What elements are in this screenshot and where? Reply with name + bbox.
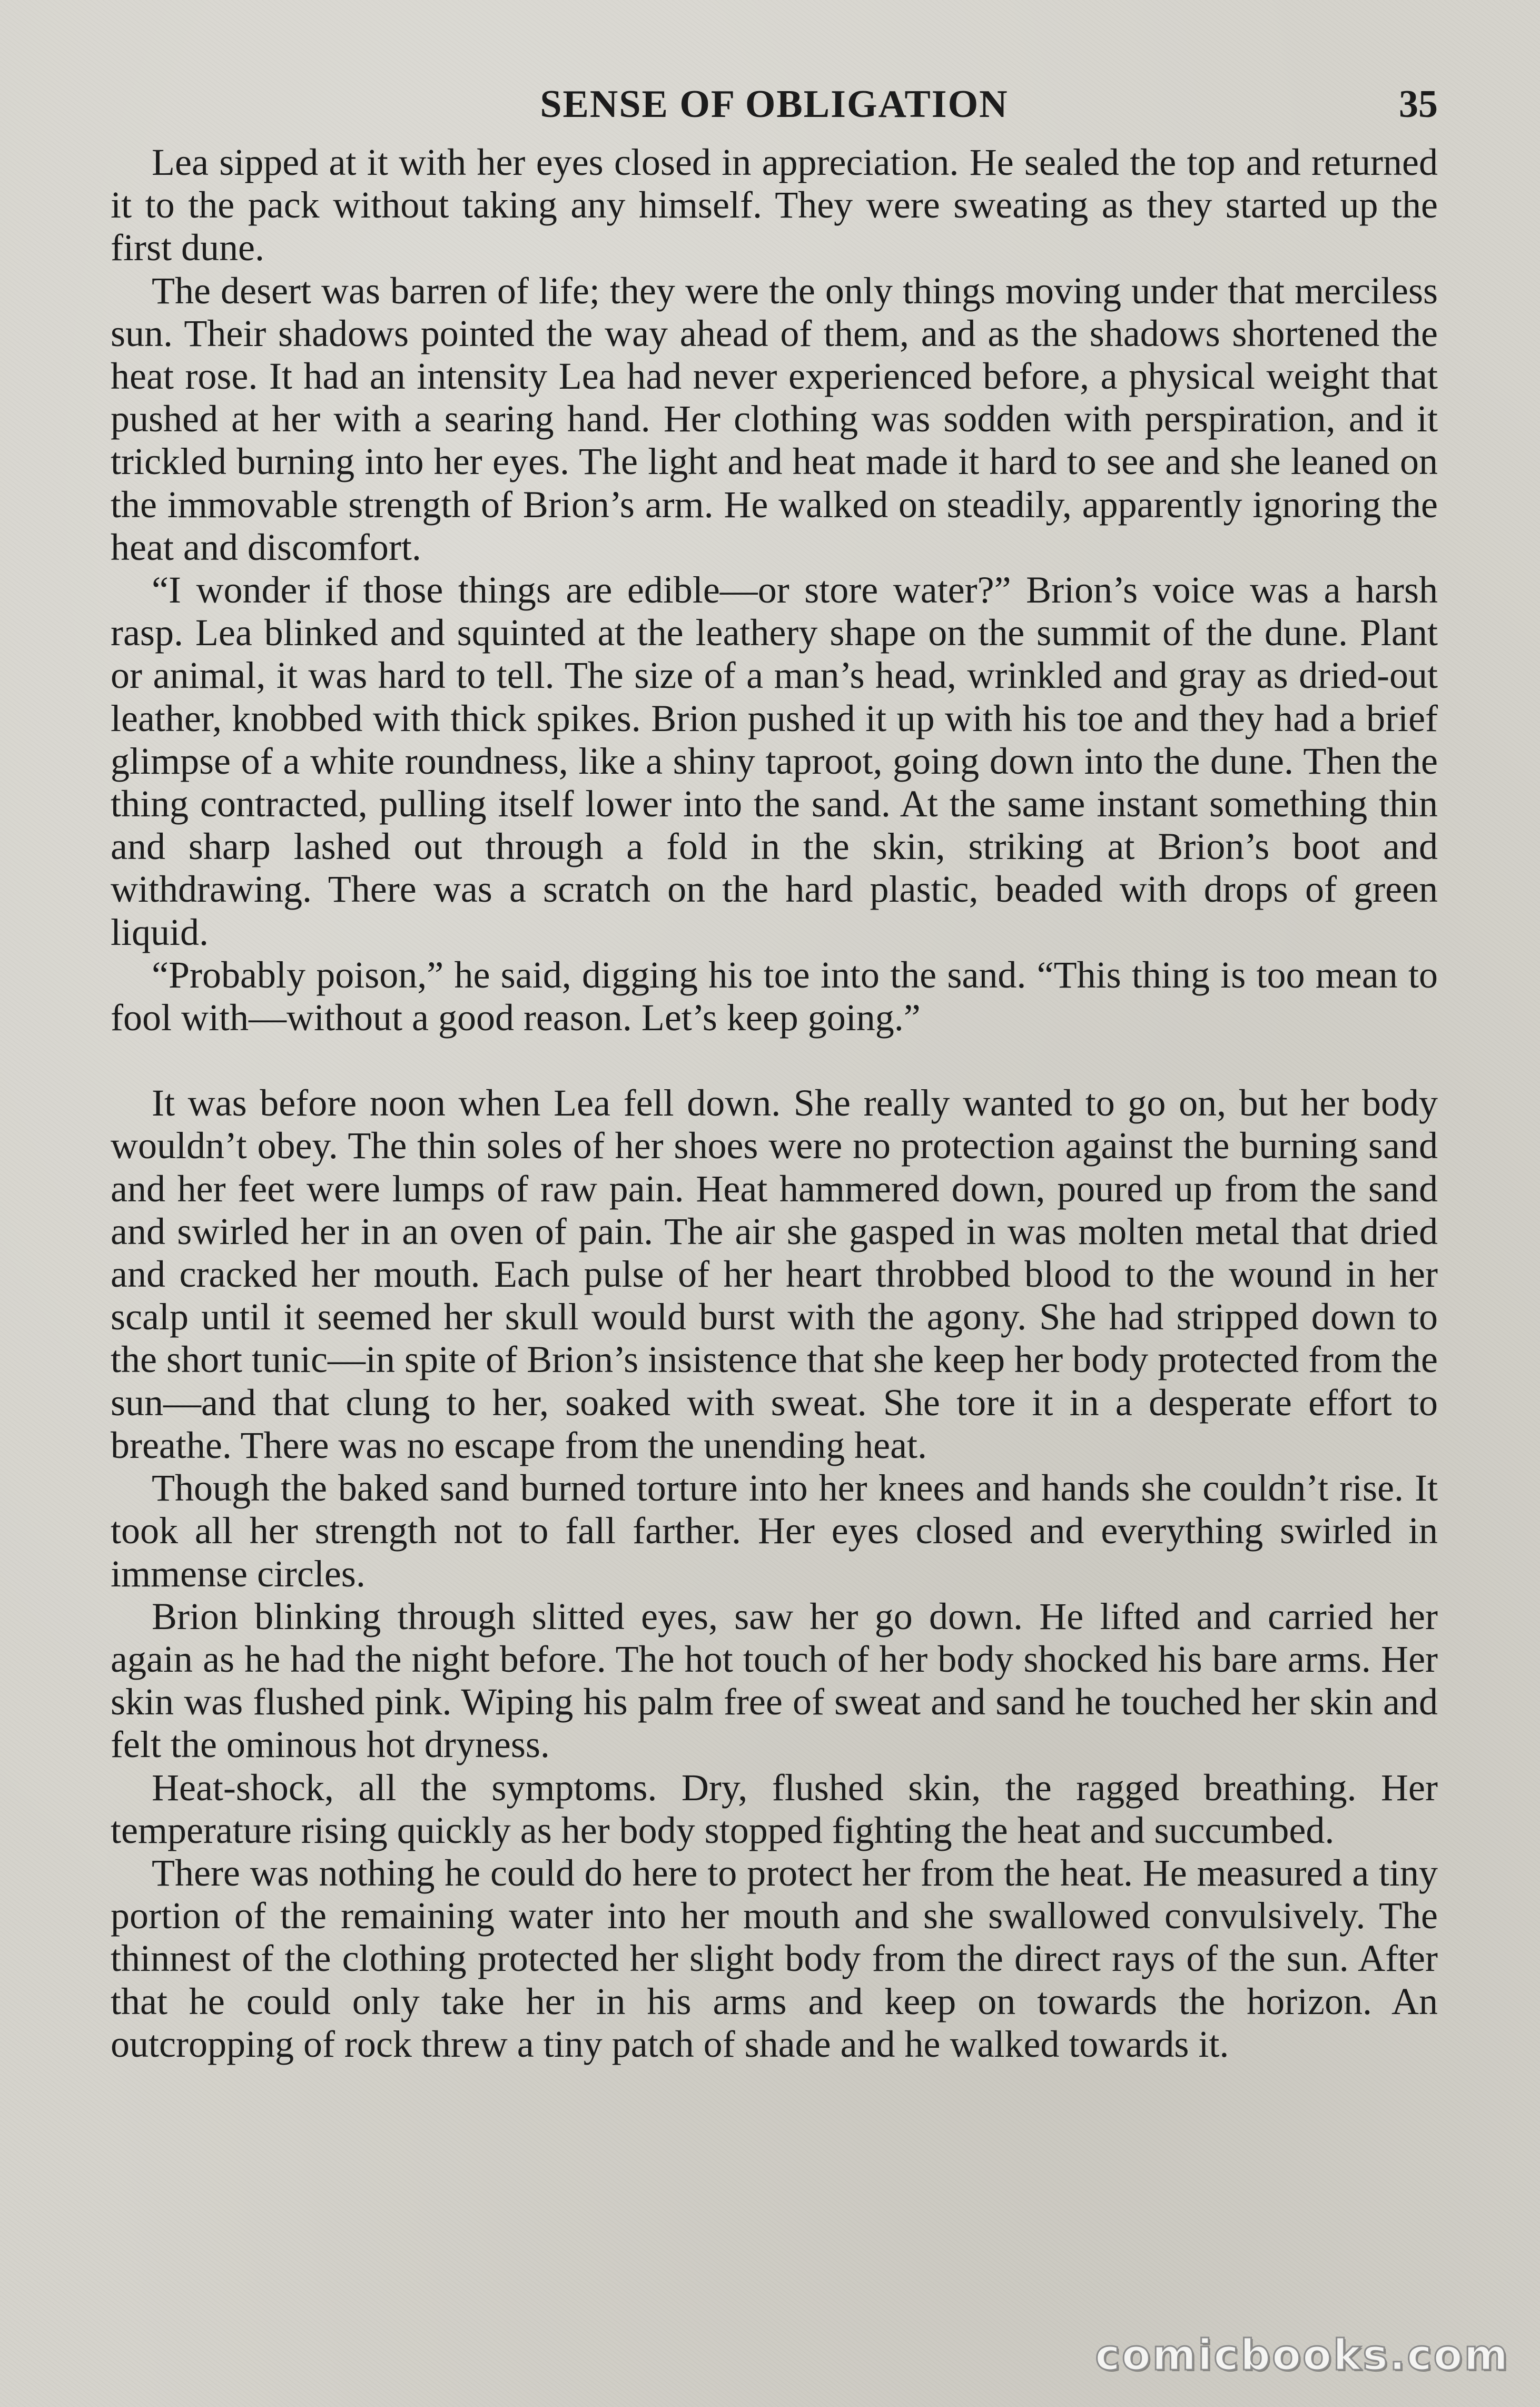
body-text — [111, 141, 1438, 2066]
running-head — [111, 78, 1438, 131]
paragraph: There was nothing he could do here to protect her from the heat. He measured a tiny portion of the remaining water into her mouth and she swallowed convulsively. The thinnest of the clothing protected her slight body from the direct rays of the sun. After that he could only take her in his arms and keep on towards the horizon. An outcropping of rock threw a tiny patch of shade and he walked towards it. — [111, 1851, 1438, 2065]
running-title: SENSE OF OBLIGATION — [540, 83, 1009, 126]
paragraph: Brion blinking through slitted eyes, saw her go down. He lifted and carried her again as he had the night before. The hot touch of her body shocked his bare arms. Her skin was flushed pink. Wiping his palm free of sweat and sand he touched her skin and felt the ominous hot dryness. — [111, 1595, 1438, 1766]
paragraph: Heat-shock, all the symptoms. Dry, flushed skin, the ragged breathing. Her temperature rising quickly as her body stopped fighting the heat and succumbed. — [111, 1766, 1438, 1851]
paragraph: Though the baked sand burned torture into her knees and hands she couldn’t rise. It took all her strength not to fall farther. Her eyes closed and everything swirled in immense circles. — [111, 1467, 1438, 1595]
watermark: comicbooks.com — [1095, 2331, 1509, 2380]
paragraph: It was before noon when Lea fell down. She really wanted to go on, but her body wouldn’t obey. The thin soles of her shoes were no protection against the burning sand and her feet were lumps of raw pain. Heat hammered down, poured up from the sand and swirled her in an oven of pain. The air she gasped in was molten metal that dried and cracked her mouth. Each pulse of her heart throbbed blood to the wound in her scalp until it seemed her skull would burst with the agony. She had stripped down to the short tunic—in spite of Brion’s insistence that she keep her body protected from the sun—and that clung to her, soaked with sweat. She tore it in a desperate effort to breathe. There was no escape from the unending heat. — [111, 1082, 1438, 1466]
paragraph: The desert was barren of life; they were the only things moving under that merciless sun. Their shadows pointed the way ahead of them, and as the shadows shortened the heat rose. It had an intensity Lea had never experienced before, a physical weight that pushed at her with a searing hand. Her clothing was sodden with perspiration, and it trickled burning into her eyes. The light and heat made it hard to see and she leaned on the immovable strength of Brion’s arm. He walked on steadily, apparently ignoring the heat and discomfort. — [111, 269, 1438, 568]
paragraph: “I wonder if those things are edible—or store water?” Brion’s voice was a harsh rasp. Lea blinked and squinted at the leathery shape on the summit of the dune. Plant or animal, it was hard to tell. The size of a man’s head, wrinkled and gray as dried-out leather, knobbed with thick spikes. Brion pushed it up with his toe and they had a brief glimpse of a white roundness, like a shiny taproot, going down into the dune. Then the thing contracted, pulling itself lower into the sand. At the same instant something thin and sharp lashed out through a fold in the skin, striking at Brion’s boot and withdrawing. There was a scratch on the hard plastic, beaded with drops of green liquid. — [111, 569, 1438, 953]
paragraph: Lea sipped at it with her eyes closed in appreciation. He sealed the top and returned it to the pack without taking any himself. They were sweating as they started up the first dune. — [111, 141, 1438, 269]
page-number: 35 — [1399, 83, 1438, 126]
paragraph: “Probably poison,” he said, digging his toe into the sand. “This thing is too mean to fool with—without a good reason. Let’s keep going.” — [111, 953, 1438, 1039]
section-break — [111, 1039, 1438, 1082]
